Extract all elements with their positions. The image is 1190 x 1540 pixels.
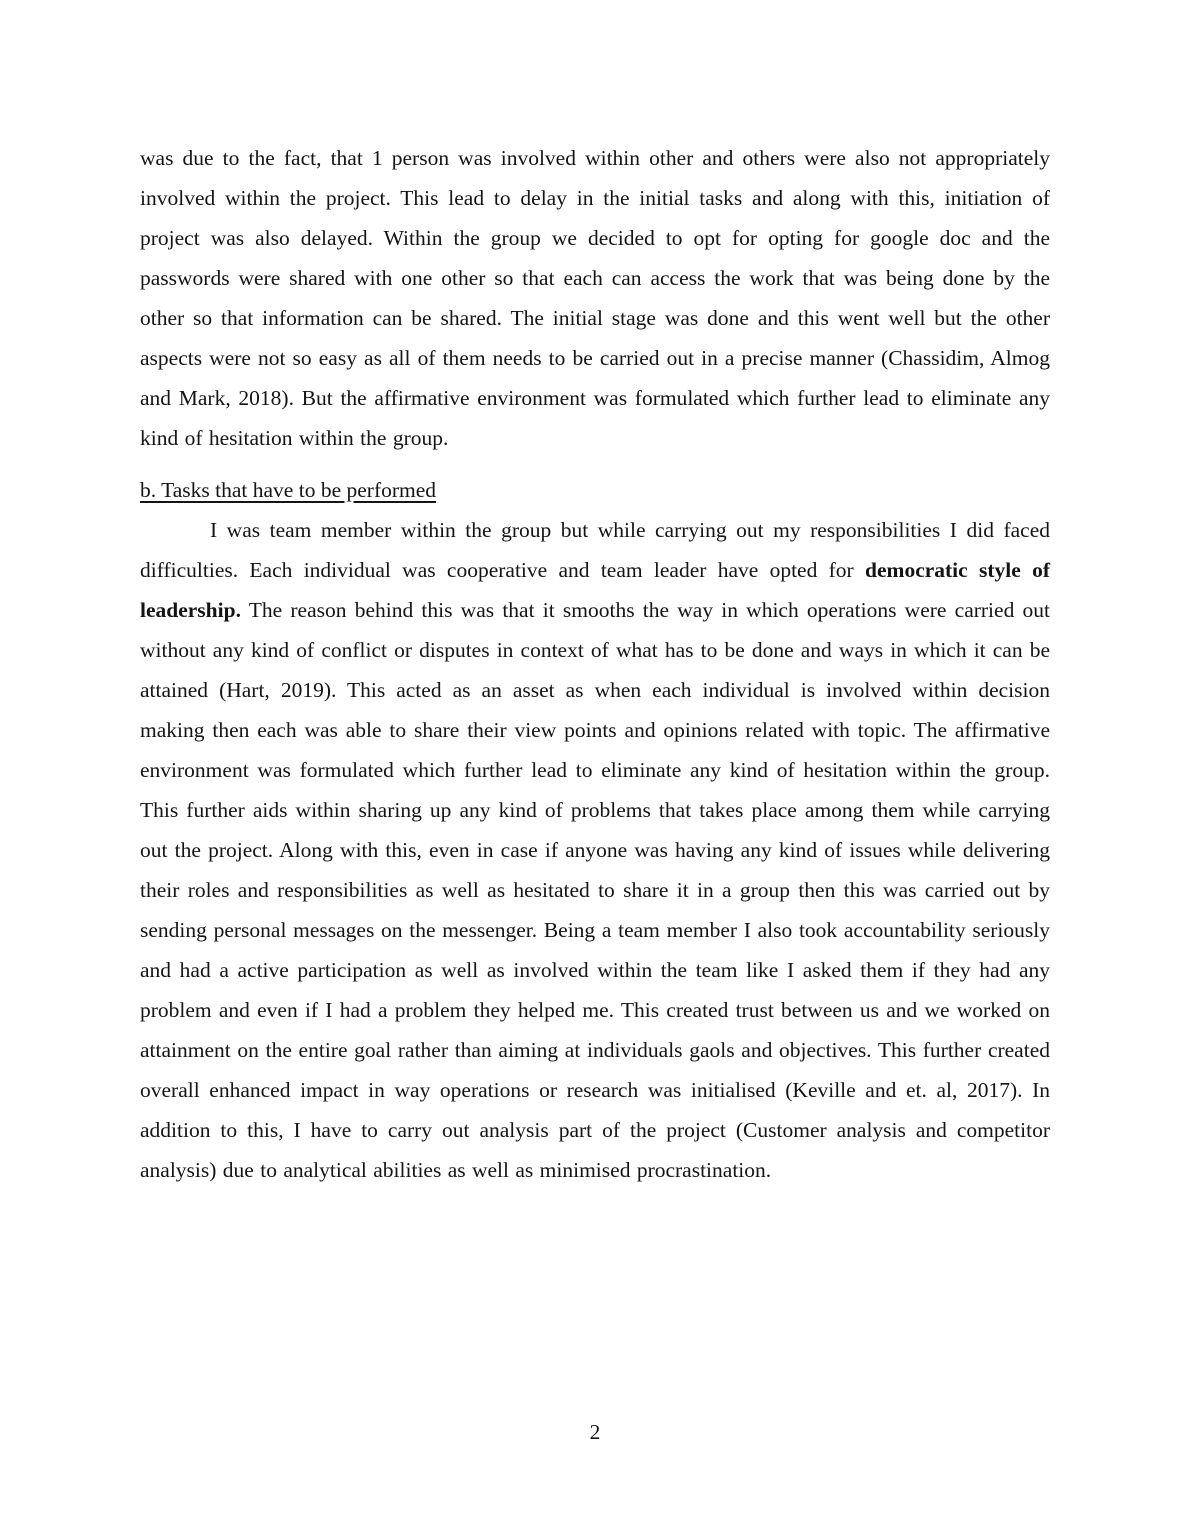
paragraph-tasks-performed [140, 510, 1050, 1190]
bold-democratic-leadership: democratic style of leadership. [140, 558, 1050, 622]
page-number: 2 [589, 1420, 601, 1444]
paragraph-tasks-text-end: The reason behind this was that it smooths the way in which operations were carried out without any kind of conflict or disputes in context of what has to be done and ways in which it can be attained (Hart, 2019). This acted as an asset as when each individual is involved within decision making then each was able to share their view points and opinions related with topic. The affirmative environment was formulated which further lead to eliminate any kind of hesitation within the group. This further aids within sharing up any kind of problems that takes place among them while carrying out the project. Along with this, even in case if anyone was having any kind of issues while delivering their roles and responsibilities as well as hesitated to share it in a group then this was carried out by sending personal messages on the messenger. Being a team member I also took accountability seriously and had a active participation as well as involved within the team like I asked them if they had any problem and even if I had a problem they helped me. This created trust between us and we worked on attainment on the entire goal rather than aiming at individuals gaols and objectives. This further created overall enhanced impact in way operations or research was initialised (Keville and et. al, 2017). In addition to this, I have to carry out analysis part of the project (Customer analysis and competitor analysis) due to analytical abilities as well as minimised procrastination. [140, 598, 1050, 1182]
paragraph-tasks-text-start: I was team member within the group but while carrying out my responsibilities I did faced difficulties. Each individual was cooperative and team leader have opted for [140, 518, 1050, 582]
paragraph-group-formation: was due to the fact, that 1 person was involved within other and others were also not appropriately involved within the project. This lead to delay in the initial tasks and along with this, initiation of project was also delayed. Within the group we decided to opt for opting for google doc and the passwords were shared with one other so that each can access the work that was being done by the other so that information can be shared. The initial stage was done and this went well but the other aspects were not so easy as all of them needs to be carried out in a precise manner (Chassidim, Almog and Mark, 2018). But the affirmative environment was formulated which further lead to eliminate any kind of hesitation within the group. [140, 146, 1050, 450]
section-heading-tasks: b. Tasks that have to be performed [140, 478, 437, 502]
